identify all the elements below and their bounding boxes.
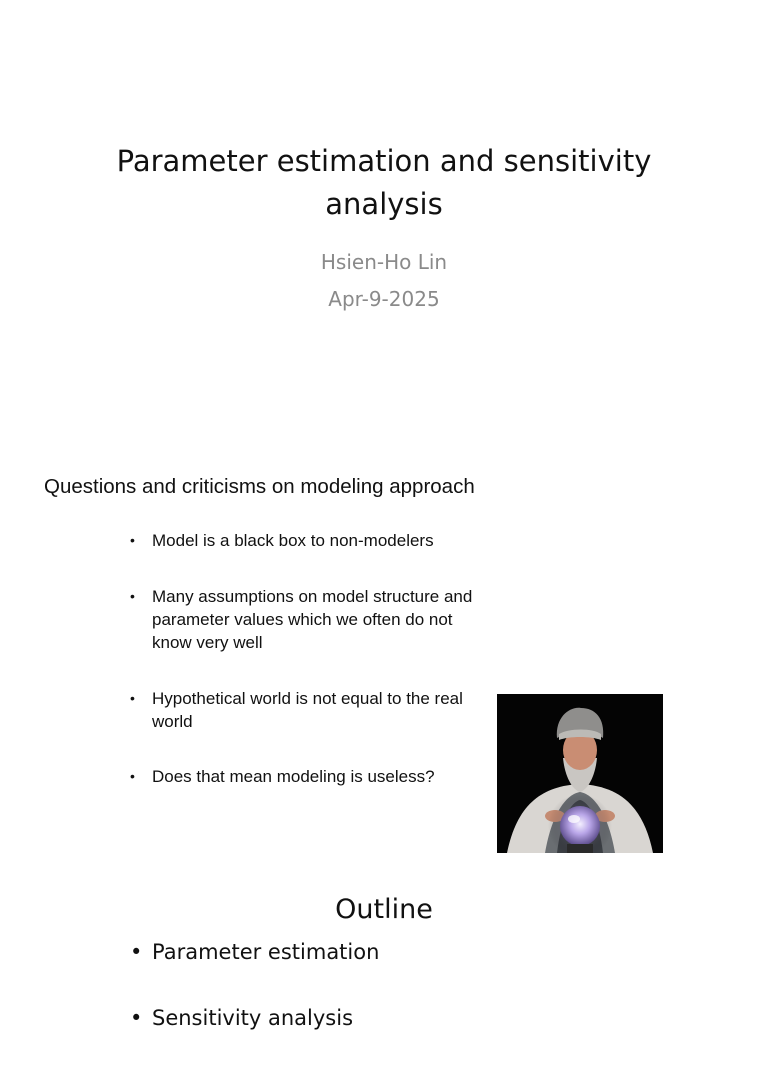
author-name: Hsien-Ho Lin (320, 250, 448, 274)
bullet-icon: • (130, 1006, 143, 1030)
slide-title: Parameter estimation and sensitivity analysis (116, 144, 652, 221)
bullet-text: Hypothetical world is not equal to the real world (152, 689, 463, 731)
criticisms-slide (0, 455, 768, 875)
bullet-item (130, 765, 490, 788)
outline-item (130, 1004, 379, 1032)
presentation-date: Apr-9-2025 (328, 287, 440, 311)
title-slide (0, 0, 768, 420)
fortune-teller-photo (497, 694, 663, 853)
bullet-icon: • (130, 940, 143, 964)
bullet-text: Many assumptions on model structure and parameter values which we often do not know very well (152, 587, 473, 652)
bullet-icon: • (130, 588, 135, 604)
bullet-icon: • (130, 690, 135, 706)
outline-title: Outline (335, 894, 433, 925)
outline-text: Parameter estimation (152, 940, 380, 964)
bullet-text: Does that mean modeling is useless? (152, 767, 435, 786)
outline-slide (0, 880, 768, 1030)
bullet-item (130, 687, 490, 733)
bullet-item (130, 585, 490, 654)
slide-heading: Questions and criticisms on modeling approach (44, 475, 475, 498)
outline-item (130, 938, 379, 966)
fortune-teller-illustration (497, 694, 663, 853)
bullet-icon: • (130, 768, 135, 784)
bullet-icon: • (130, 532, 135, 548)
outline-list (130, 938, 379, 1070)
bullet-text: Model is a black box to non-modelers (152, 531, 434, 550)
bullet-list (130, 529, 490, 788)
bullet-item (130, 529, 490, 552)
outline-text: Sensitivity analysis (152, 1006, 354, 1030)
